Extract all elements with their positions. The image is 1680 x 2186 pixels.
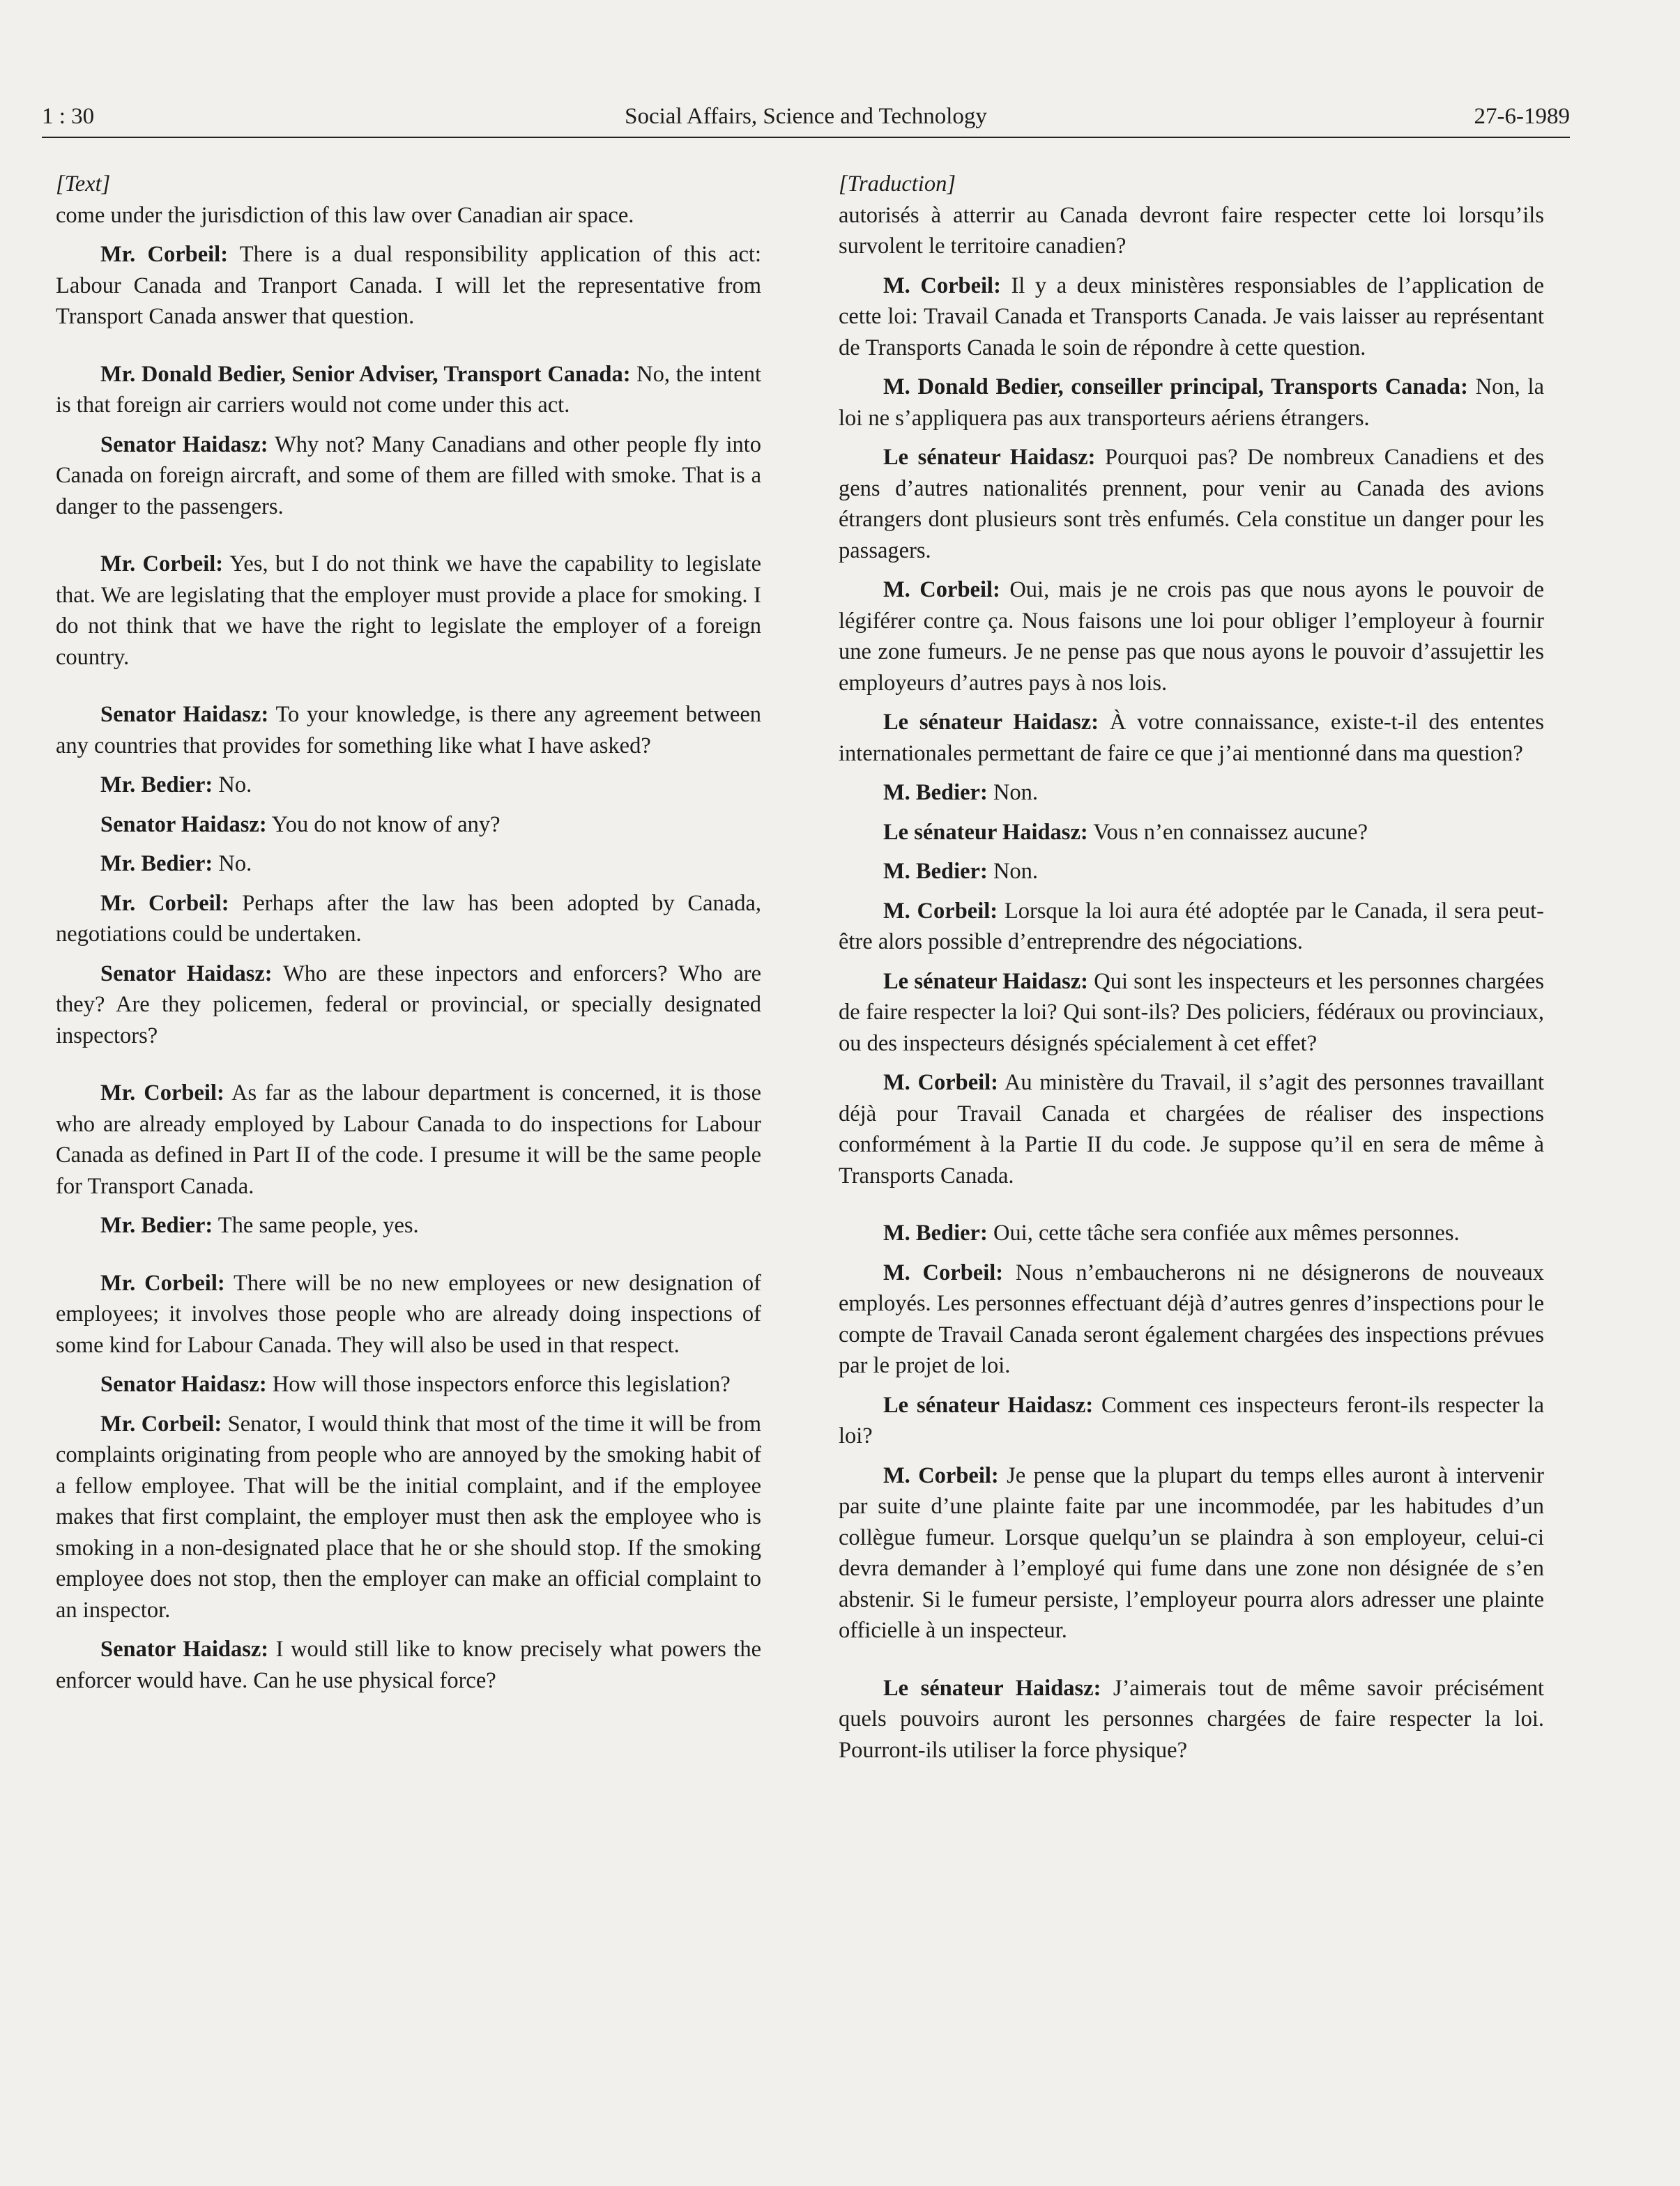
transcript-paragraph [56,1078,761,1202]
transcript-paragraph [56,1634,761,1696]
speaker-name: M. Donald Bedier, conseiller principal, Transports Canada: [883,374,1468,399]
speech-text: Comment ces inspecteurs feront-ils respecter la loi? [839,1392,1544,1449]
speech-text: Non. [993,859,1039,884]
column-label-english: [Text] [56,171,111,197]
transcript-paragraph [839,856,1544,887]
speech-text: Qui sont les inspecteurs et les personnes chargées de faire respecter la loi? Qui sont-ils? Des policiers, fédéraux ou provinciaux, ou des inspecteurs désignés spécialement à cet effet? [839,968,1544,1056]
transcript-paragraph [56,239,761,333]
speaker-name: Mr. Bedier: [100,851,213,876]
speech-text: The same people, yes. [217,1213,419,1238]
speech-text: No, the intent is that foreign air carriers would not come under this act. [56,361,761,418]
transcript-paragraph [839,707,1544,769]
speech-text: Non, la loi ne s’appliquera pas aux transporteurs aériens étrangers. [839,374,1544,431]
speaker-name: M. Corbeil: [883,898,998,924]
speaker-name: Mr. Bedier: [100,772,213,797]
speech-text: Lorsque la loi aura été adoptée par le Canada, il sera peut-être alors possible d’entreprendre des négociations. [839,898,1545,954]
speaker-name: M. Bedier: [883,780,988,805]
transcript-paragraph [56,429,761,523]
speech-text: Au ministère du Travail, il s’agit des personnes travaillant déjà pour Travail Canada et chargées de réaliser des inspections conformément à la Partie II du code. Je suppose qu’il en sera de même à Transports Canada. [839,1070,1544,1188]
speech-text: Why not? Many Canadians and other people fly into Canada on foreign aircraft, and some of them are filled with smoke. That is a danger to the passengers. [56,431,762,519]
transcript-paragraph [839,270,1544,364]
transcript-paragraph [839,966,1544,1060]
speech-text: How will those inspectors enforce this legislation? [272,1372,731,1397]
speech-text: À votre connaissance, existe-t-il des ententes internationales permettant de faire ce que j’ai mentionné dans ma question? [839,710,1544,766]
speaker-name: Mr. Corbeil: [100,551,224,576]
speaker-name: Senator Haidasz: [100,1637,269,1662]
speaker-name: Mr. Corbeil: [100,1411,222,1437]
speech-text: There is a dual responsibility application of this act: Labour Canada and Tranport Canada. I will let the representative from Transport Canada answer that question. [56,242,761,329]
speaker-name: Mr. Corbeil: [100,1080,224,1106]
speaker-name: Le sénateur Haidasz: [883,968,1088,994]
speech-text: Il y a deux ministères responsiables de l’application de cette loi: Travail Canada et Transports Canada. Je vais laisser au représentant de Transports Canada le soin de répondre à cette question. [839,273,1545,360]
transcript-paragraph [839,442,1544,566]
continuation-text: autorisés à atterrir au Canada devront faire respecter cette loi lorsqu’ils survolent le territoire canadien? [839,202,1544,259]
speech-text: Senator, I would think that most of the time it will be from complaints originating from people who are annoyed by the smoking habit of a fellow employee. That will be the initial complaint, and if the employee makes that first complaint, the employer must then ask the employee who is smoking in a non-designated place that he or she should stop. If the smoking employee does not stop, then the employer can make an official complaint to an inspector. [56,1411,761,1623]
running-title: Social Affairs, Science and Technology [625,104,987,129]
speech-text: J’aimerais tout de même savoir précisément quels pouvoirs auront les personnes chargées de faire respecter la loi. Pourront-ils utiliser la force physique? [839,1675,1544,1763]
speaker-name: Le sénateur Haidasz: [883,1675,1101,1701]
transcript-paragraph [839,574,1544,698]
transcript-paragraph [56,359,761,421]
speaker-name: M. Corbeil: [883,1070,999,1095]
transcript-paragraph [839,1390,1544,1452]
speaker-name: M. Bedier: [883,859,988,884]
speaker-name: M. Bedier: [883,1221,988,1246]
page-number: 1 : 30 [42,104,95,129]
speech-text: As far as the labour department is concerned, it is those who are already employed by Labour Canada to do inspections for Labour Canada as defined in Part II of the code. I presume it will be the same people for Transport Canada. [56,1080,762,1199]
transcript-paragraph [839,896,1544,958]
speaker-name: M. Corbeil: [883,1260,1004,1285]
speaker-name: M. Corbeil: [883,273,1001,298]
transcript-paragraph [56,549,761,673]
speech-text: I would still like to know precisely what powers the enforcer would have. Can he use physical force? [56,1637,761,1693]
speech-text: Yes, but I do not think we have the capability to legislate that. We are legislating that the employer must provide a place for smoking. I do not think that we have the right to legislate the employer of a foreign country. [56,551,761,670]
transcript-paragraph [56,1369,761,1400]
transcript-paragraph [56,1268,761,1361]
speech-text: Nous n’embaucherons ni ne désignerons de nouveaux employés. Les personnes effectuant déjà d’autres genres d’inspections pour le compte de Travail Canada seront également chargées des inspections prévues par le projet de loi. [839,1260,1545,1378]
transcript-paragraph [839,1460,1544,1646]
speaker-name: Mr. Donald Bedier, Senior Adviser, Transport Canada: [100,361,631,387]
transcript-paragraph [56,770,761,801]
speaker-name: Senator Haidasz: [100,702,269,727]
page-date: 27-6-1989 [1474,104,1570,129]
speaker-name: M. Corbeil: [883,577,1000,602]
speaker-name: Le sénateur Haidasz: [883,1392,1094,1418]
speech-text: Perhaps after the law has been adopted by Canada, negotiations could be undertaken. [56,890,762,947]
speech-text: You do not know of any? [271,811,501,837]
speech-text: There will be no new employees or new designation of employees; it involves those people who are already doing inspections of some kind for Labour Canada. They will also be used in that respect. [56,1270,761,1358]
english-column [56,169,761,1696]
transcript-paragraph [56,809,761,841]
transcript-paragraph [56,958,761,1052]
transcript-paragraph [56,1409,761,1626]
transcript-paragraph [56,888,761,950]
speech-text: Non. [993,780,1039,805]
transcript-paragraph [56,848,761,880]
speech-text: Who are these inpectors and enforcers? Who are they? Are they policemen, federal or provincial, or specially designated inspectors? [56,961,762,1048]
speaker-name: Senator Haidasz: [100,1372,267,1397]
speech-text: Vous n’en connaissez aucune? [1093,819,1368,845]
transcript-paragraph [839,1067,1544,1191]
transcript-paragraph [839,372,1544,434]
speech-text: To your knowledge, is there any agreement between any countries that provides for something like what I have asked? [56,702,762,758]
transcript-paragraph [839,1218,1544,1249]
speaker-name: Le sénateur Haidasz: [883,819,1088,845]
continuation-text: come under the jurisdiction of this law over Canadian air space. [56,202,634,228]
speaker-name: Senator Haidasz: [100,431,268,457]
speaker-name: Senator Haidasz: [100,811,267,837]
page-header [42,98,1570,138]
column-label-french: [Traduction] [839,171,956,197]
speech-text: No. [218,851,252,876]
speech-text: Oui, mais je ne crois pas que nous ayons le pouvoir de légiférer contre ça. Nous faisons une loi pour obliger l’employeur à fournir une zone fumeurs. Je ne pense pas que nous ayons le pouvoir d’assujettir les employeurs d’autres pays à nos lois. [839,577,1545,696]
speaker-name: M. Corbeil: [883,1462,999,1488]
transcript-paragraph [56,1210,761,1241]
speech-text: Pourquoi pas? De nombreux Canadiens et des gens d’autres nationalités prennent, pour venir au Canada des avions étrangers dont plusieurs sont très enfumés. Cela constitue un danger pour les passagers. [839,445,1544,563]
transcript-paragraph [839,777,1544,809]
speech-text: Je pense que la plupart du temps elles auront à intervenir par suite d’une plainte faite par une incommodée, par les habitudes d’un collègue fumeur. Lorsque quelqu’un se plaindra à son employeur, celui-ci devra demander à l’employé qui fume dans une zone non désignée de s’en abstenir. Si le fumeur persiste, l’employeur pourra alors adresser une plainte officielle à un inspecteur. [839,1462,1544,1643]
french-column [839,169,1544,1766]
speaker-name: Le sénateur Haidasz: [883,445,1096,470]
speech-text: Oui, cette tâche sera confiée aux mêmes personnes. [993,1221,1460,1246]
speaker-name: Mr. Bedier: [100,1213,213,1238]
transcript-paragraph [839,1258,1544,1382]
transcript-paragraph [839,1673,1544,1766]
transcript-paragraph [839,817,1544,848]
speaker-name: Mr. Corbeil: [100,242,229,267]
transcript-paragraph [56,699,761,761]
speaker-name: Mr. Corbeil: [100,890,229,916]
speaker-name: Mr. Corbeil: [100,1270,225,1296]
speaker-name: Le sénateur Haidasz: [883,710,1099,735]
speech-text: No. [218,772,252,797]
speaker-name: Senator Haidasz: [100,961,273,986]
